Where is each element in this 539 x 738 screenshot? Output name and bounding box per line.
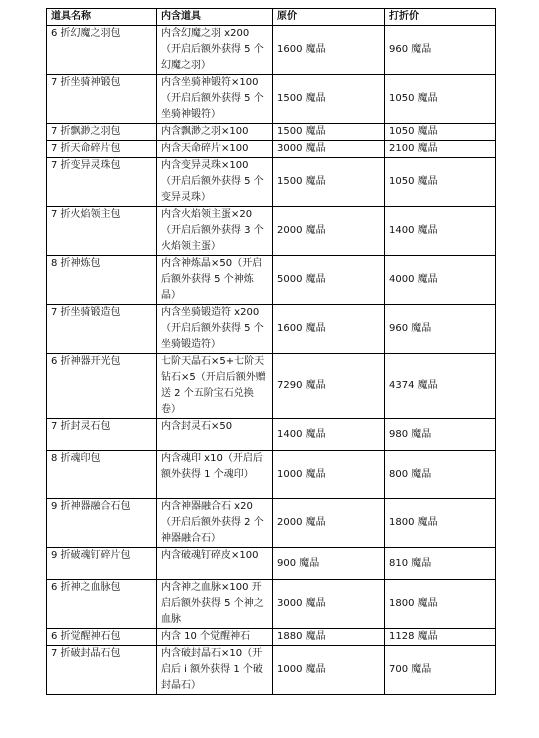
cell-discount-price: 4374 魔晶 — [385, 354, 496, 419]
discount-items-table — [46, 8, 496, 695]
cell-contents: 七阶天晶石×5+七阶天钻石×5（开启后额外赠送 2 个五阶宝石兑换卷） — [157, 354, 273, 419]
cell-discount-price: 1050 魔晶 — [385, 124, 496, 141]
cell-discount-price: 1400 魔晶 — [385, 207, 496, 256]
cell-item-name: 8 折神炼包 — [47, 256, 157, 305]
cell-discount-price: 1800 魔晶 — [385, 580, 496, 629]
cell-original-price: 2000 魔晶 — [273, 499, 385, 548]
cell-item-name: 7 折坐骑锻造包 — [47, 305, 157, 354]
table-row — [47, 646, 496, 695]
cell-item-name: 6 折觉醒神石包 — [47, 629, 157, 646]
cell-item-name: 6 折神之血脉包 — [47, 580, 157, 629]
cell-original-price: 1500 魔晶 — [273, 75, 385, 124]
cell-original-price: 3000 魔晶 — [273, 580, 385, 629]
table-row — [47, 256, 496, 305]
cell-discount-price: 1800 魔晶 — [385, 499, 496, 548]
cell-item-name: 7 折变异灵珠包 — [47, 158, 157, 207]
cell-contents: 内含封灵石×50 — [157, 419, 273, 451]
cell-discount-price: 4000 魔晶 — [385, 256, 496, 305]
cell-original-price: 1400 魔晶 — [273, 419, 385, 451]
cell-contents: 内含坐骑神锻符×100（开启后额外获得 5 个坐骑神锻符） — [157, 75, 273, 124]
table-row — [47, 305, 496, 354]
table-row — [47, 354, 496, 419]
cell-contents: 内含火焰领主蛋×20（开启后额外获得 3 个火焰领主蛋） — [157, 207, 273, 256]
cell-original-price: 1500 魔晶 — [273, 158, 385, 207]
table-row — [47, 499, 496, 548]
table-row — [47, 141, 496, 158]
cell-discount-price: 2100 魔晶 — [385, 141, 496, 158]
cell-original-price: 1600 魔晶 — [273, 26, 385, 75]
header-contents: 内含道具 — [157, 9, 273, 26]
cell-contents: 内含 10 个觉醒神石 — [157, 629, 273, 646]
table-row — [47, 629, 496, 646]
header-original-price: 原价 — [273, 9, 385, 26]
cell-original-price: 1600 魔晶 — [273, 305, 385, 354]
cell-contents: 内含破封晶石×10（开启后 i 额外获得 1 个破封晶石） — [157, 646, 273, 695]
cell-item-name: 6 折神器开光包 — [47, 354, 157, 419]
table-row — [47, 548, 496, 580]
cell-contents: 内含飘渺之羽×100 — [157, 124, 273, 141]
cell-original-price: 1500 魔晶 — [273, 124, 385, 141]
header-discount-price: 打折价 — [385, 9, 496, 26]
cell-original-price: 7290 魔晶 — [273, 354, 385, 419]
table-row — [47, 158, 496, 207]
cell-contents: 内含神之血脉×100 开启后额外获得 5 个神之血脉 — [157, 580, 273, 629]
cell-contents: 内含幻魔之羽 x200（开启后额外获得 5 个幻魔之羽） — [157, 26, 273, 75]
cell-discount-price: 1050 魔晶 — [385, 75, 496, 124]
cell-discount-price: 1050 魔晶 — [385, 158, 496, 207]
cell-item-name: 7 折封灵石包 — [47, 419, 157, 451]
cell-item-name: 7 折破封晶石包 — [47, 646, 157, 695]
cell-discount-price: 960 魔晶 — [385, 26, 496, 75]
header-item-name: 道具名称 — [47, 9, 157, 26]
cell-original-price: 1880 魔晶 — [273, 629, 385, 646]
table-header-row — [47, 9, 496, 26]
cell-original-price: 3000 魔晶 — [273, 141, 385, 158]
cell-item-name: 9 折神器融合石包 — [47, 499, 157, 548]
table-row — [47, 451, 496, 499]
cell-contents: 内含魂印 x10（开启后额外获得 1 个魂印） — [157, 451, 273, 499]
cell-discount-price: 1128 魔晶 — [385, 629, 496, 646]
cell-discount-price: 700 魔晶 — [385, 646, 496, 695]
cell-contents: 内含变异灵珠×100（开启后额外获得 5 个变异灵珠） — [157, 158, 273, 207]
cell-item-name: 9 折破魂钉碎片包 — [47, 548, 157, 580]
cell-original-price: 2000 魔晶 — [273, 207, 385, 256]
table-row — [47, 26, 496, 75]
cell-contents: 内含神器融合石 x20（开启后额外获得 2 个神器融合石） — [157, 499, 273, 548]
cell-discount-price: 960 魔晶 — [385, 305, 496, 354]
cell-contents: 内含坐骑锻造符 x200（开启后额外获得 5 个坐骑锻造符） — [157, 305, 273, 354]
cell-item-name: 7 折飘渺之羽包 — [47, 124, 157, 141]
cell-discount-price: 980 魔晶 — [385, 419, 496, 451]
table-row — [47, 580, 496, 629]
cell-contents: 内含神炼晶×50（开启后额外获得 5 个神炼晶） — [157, 256, 273, 305]
cell-original-price: 900 魔晶 — [273, 548, 385, 580]
table-row — [47, 207, 496, 256]
cell-contents: 内含天命碎片×100 — [157, 141, 273, 158]
cell-item-name: 7 折火焰领主包 — [47, 207, 157, 256]
cell-original-price: 1000 魔晶 — [273, 451, 385, 499]
cell-discount-price: 800 魔晶 — [385, 451, 496, 499]
table-row — [47, 124, 496, 141]
table-row — [47, 419, 496, 451]
table-row — [47, 75, 496, 124]
cell-item-name: 7 折天命碎片包 — [47, 141, 157, 158]
cell-item-name: 7 折坐骑神锻包 — [47, 75, 157, 124]
cell-original-price: 5000 魔晶 — [273, 256, 385, 305]
cell-discount-price: 810 魔晶 — [385, 548, 496, 580]
cell-contents: 内含破魂钉碎皮×100 — [157, 548, 273, 580]
cell-original-price: 1000 魔晶 — [273, 646, 385, 695]
cell-item-name: 6 折幻魔之羽包 — [47, 26, 157, 75]
cell-item-name: 8 折魂印包 — [47, 451, 157, 499]
